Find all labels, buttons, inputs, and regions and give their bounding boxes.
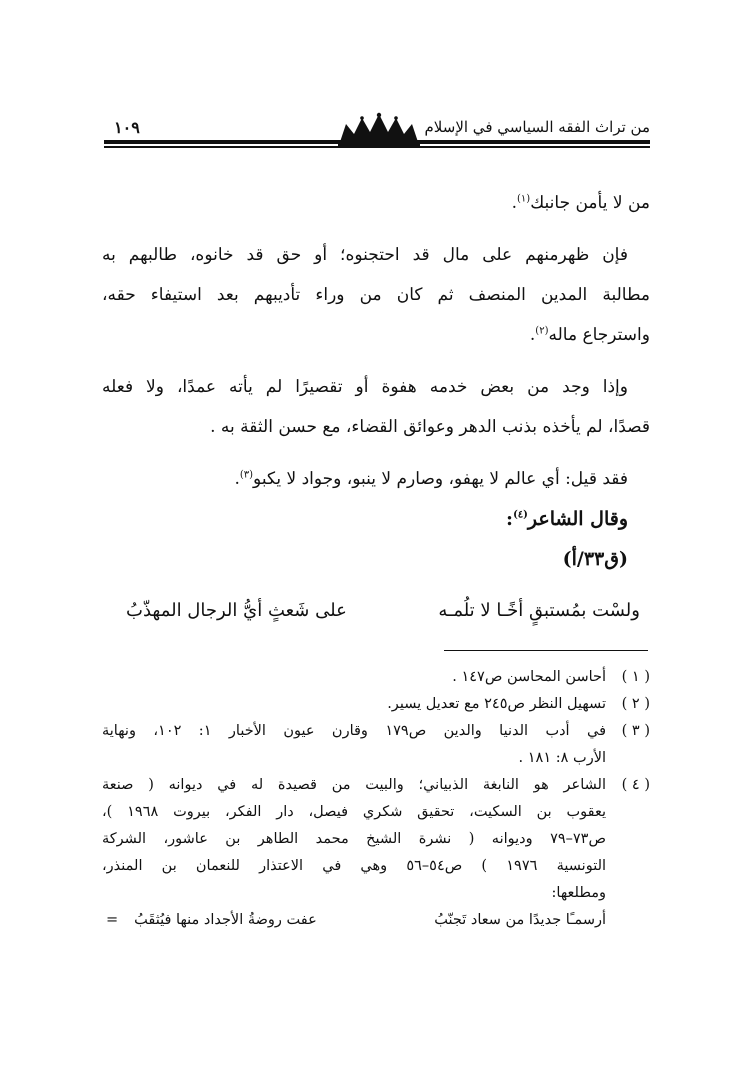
header-rule-thin bbox=[104, 146, 650, 148]
footnote-line: يعقوب بن السكيت، تحقيق شكري فيصل، دار الفكر، بيروت ١٩٦٨ )، bbox=[102, 804, 606, 820]
text-line: مطالبة المدين المنصف ثم كان من وراء تأديبهم بعد استيفاء حقه، bbox=[102, 285, 650, 305]
footnote-line: تسهيل النظر ص٢٤٥ مع تعديل يسير. bbox=[387, 696, 606, 712]
footnote-line: الشاعر هو النابغة الذبياني؛ والبيت من قصيدة له في ديوانه ( صنعة bbox=[102, 777, 606, 793]
footnote-line: التونسية ١٩٧٦ ) ص٥٤–٥٦ وهي في الاعتذار للنعمان بن المنذر، bbox=[102, 858, 606, 874]
manuscript-reference: (ق٣٣/أ) bbox=[562, 548, 628, 570]
crown-ornament-icon bbox=[336, 112, 422, 150]
text-line: وإذا وجد من بعض خدمه هفوة أو تقصيرًا لم يأته عمدًا، ولا فعله bbox=[102, 377, 628, 397]
footnote-line: أحاسن المحاسن ص١٤٧ . bbox=[452, 669, 606, 685]
book-title: من تراث الفقه السياسي في الإسلام bbox=[424, 118, 650, 136]
footnote-ref: (٣) bbox=[239, 469, 254, 481]
text-line: فقد قيل: أي عالم لا يهفو، وصارم لا ينبو، وجواد لا يكبو$^{(٣)}$. bbox=[234, 469, 628, 489]
footnote-verse-line bbox=[102, 907, 606, 934]
footnote-ref: (١) bbox=[517, 193, 531, 205]
continuation-mark: = bbox=[106, 912, 119, 928]
footnote-number: ( ٣ ) bbox=[621, 723, 650, 739]
page-number: ١٠٩ bbox=[114, 118, 140, 137]
footnote bbox=[102, 664, 650, 691]
footnote-divider bbox=[444, 650, 648, 651]
footnote-number: ( ٤ ) bbox=[621, 777, 650, 793]
footnote-line: ومطلعها: bbox=[551, 885, 606, 901]
verse-second-hemistich: على شَعثٍ أيُّ الرجال المهذّبُ bbox=[126, 600, 347, 621]
footnote-line: ص٧٣–٧٩ وديوانه ( نشرة الشيخ محمد الطاهر بن عاشور، الشركة bbox=[102, 831, 606, 847]
footnote-ref: (٤) bbox=[513, 509, 528, 521]
main-text bbox=[102, 183, 650, 631]
footnote-number: ( ٢ ) bbox=[621, 696, 650, 712]
verse-line bbox=[102, 591, 650, 631]
footnote bbox=[102, 691, 650, 718]
text-line: قصدًا، لم يأخذه بذنب الدهر وعوائق القضاء، مع حسن الثقة به . bbox=[210, 417, 650, 437]
footnote-verse-second: عفت روضةُ الأجداد منها فيُثقَبُ bbox=[134, 912, 317, 928]
text-line: فإن ظهرمنهم على مال قد احتجنوه؛ أو حق قد خانوه، طالبهم به bbox=[102, 245, 628, 265]
footnotes bbox=[102, 664, 650, 934]
header-rule bbox=[104, 140, 650, 144]
poet-heading: وقال الشاعر$^{(٤)}$: bbox=[506, 508, 628, 530]
footnote-verse-first: أرسمـًا جديدًا من سعاد تَجنّبُ bbox=[434, 912, 606, 928]
verse-first-hemistich: ولسْت بمُستبقٍ أخًـا لا تلُمـه bbox=[438, 600, 640, 621]
running-header bbox=[104, 112, 650, 152]
footnote-number: ( ١ ) bbox=[621, 669, 650, 685]
text-line: واسترجاع ماله$^{(٢)}$. bbox=[529, 325, 650, 345]
text-line: من لا يأمن جانبك$^{(١)}$. bbox=[511, 193, 650, 213]
footnote-line: الأرب ٨: ١٨١ . bbox=[518, 750, 606, 766]
footnote-line: في أدب الدنيا والدين ص١٧٩ وقارن عيون الأخبار ١: ١٠٢، ونهاية bbox=[102, 723, 606, 739]
footnote bbox=[102, 772, 650, 934]
footnote bbox=[102, 718, 650, 772]
footnote-ref: (٢) bbox=[535, 325, 549, 337]
